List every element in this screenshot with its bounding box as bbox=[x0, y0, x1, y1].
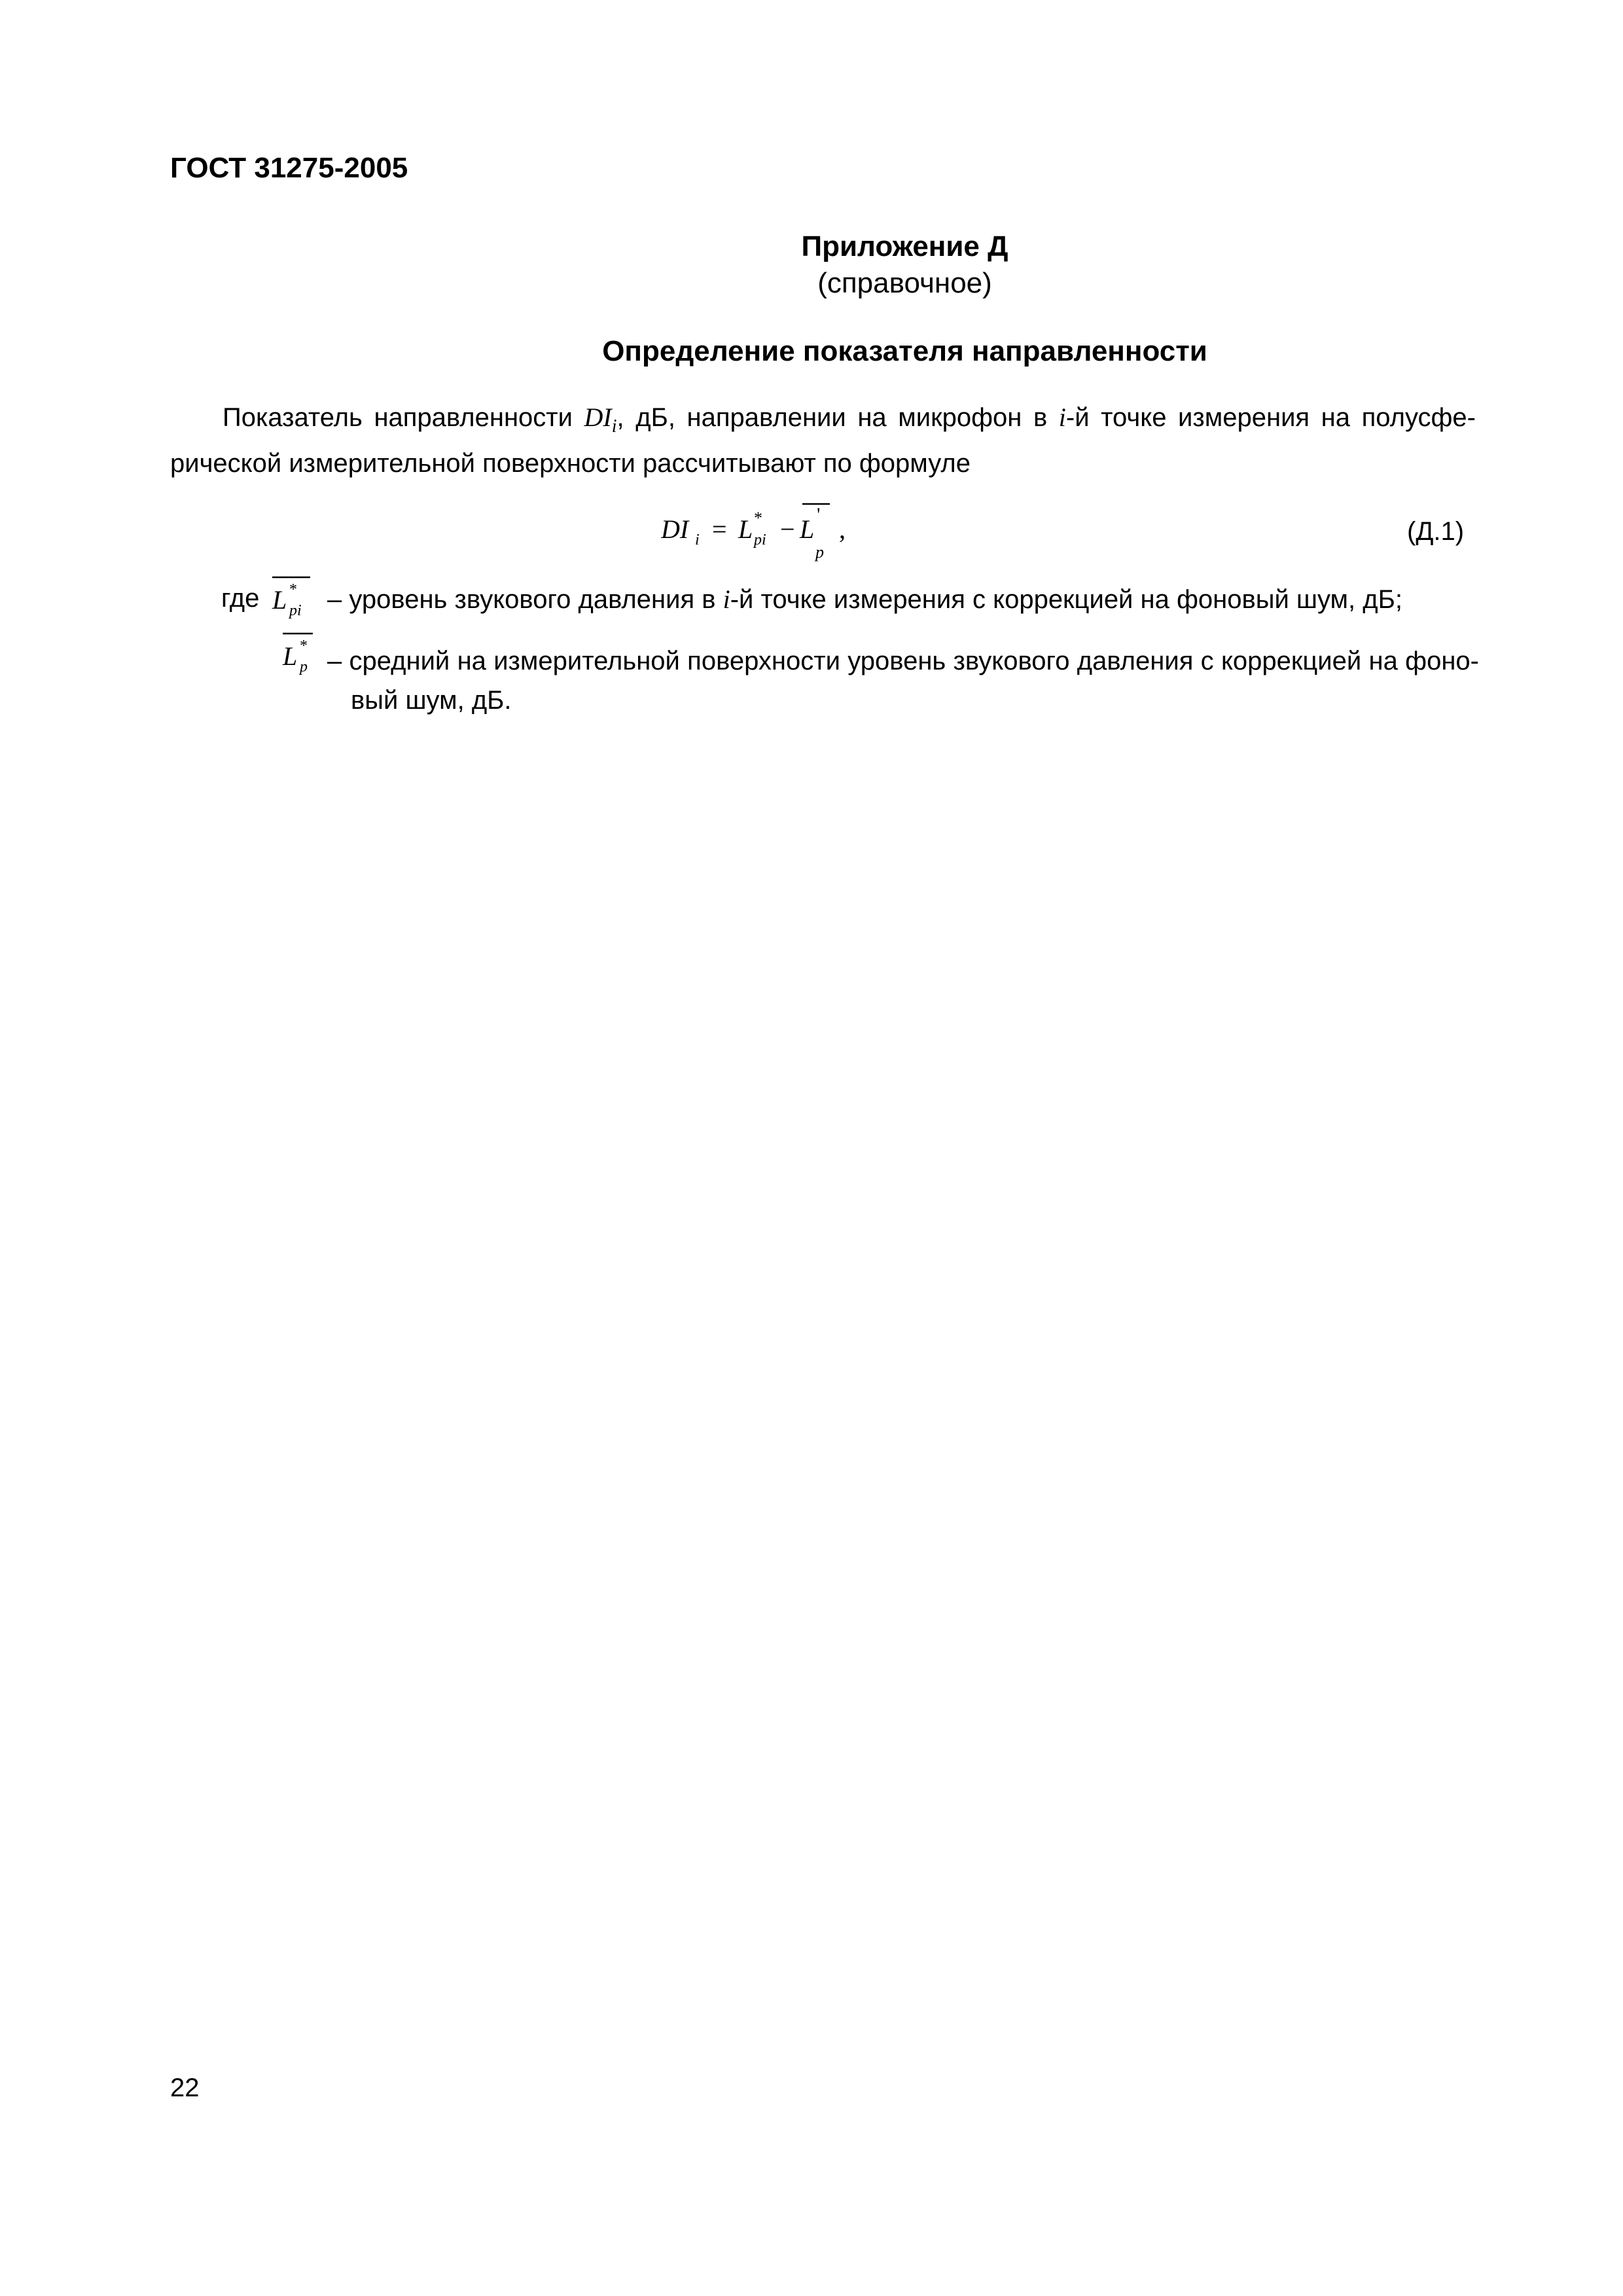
intro-paragraph-line-2: рической измерительной поверхности рассчитывают по формуле bbox=[170, 449, 971, 478]
intro-paragraph-line-1: Показатель направленности $DI_i$, дБ, направлении на микрофон в i-й точке измерения на полусфе- bbox=[223, 403, 1476, 437]
svg-text:pi: pi bbox=[289, 602, 302, 619]
intro-paragraph bbox=[170, 399, 1476, 482]
formula-term1: L bbox=[738, 514, 753, 544]
svg-text:*: * bbox=[289, 581, 297, 598]
formula-d1 bbox=[661, 497, 923, 569]
page-number: 22 bbox=[170, 2073, 200, 2102]
where-symbol-2 bbox=[280, 630, 326, 682]
where-symbol-1 bbox=[270, 573, 326, 626]
equation-number: (Д.1) bbox=[1407, 517, 1465, 546]
where-definition-2: – средний на измерительной поверхности уровень звукового давления с коррекцией на фоно- вый шум, дБ. bbox=[327, 647, 1479, 715]
annex-subtitle: (справочное) bbox=[817, 267, 992, 299]
formula-comma: , bbox=[839, 514, 846, 544]
formula-term1-sup: * bbox=[754, 509, 762, 528]
where-definition-1: – уровень звукового давления в i-й точке измерения с коррекцией на фоновый шум, дБ; bbox=[327, 584, 1402, 614]
svg-text:L: L bbox=[272, 585, 287, 615]
formula-equals: = bbox=[712, 514, 727, 544]
document-code: ГОСТ 31275-2005 bbox=[170, 152, 408, 184]
annex-title: Приложение Д bbox=[801, 230, 1008, 262]
formula-lhs: DI bbox=[661, 514, 689, 544]
where-label: где bbox=[221, 584, 260, 613]
formula-lhs-sub: i bbox=[695, 531, 700, 548]
formula-term2: L bbox=[800, 514, 815, 544]
formula-minus: − bbox=[780, 514, 795, 544]
svg-text:L: L bbox=[283, 641, 298, 671]
formula-term2-sup: ' bbox=[817, 504, 821, 526]
svg-text:p: p bbox=[300, 658, 308, 675]
formula-term2-sub: p bbox=[815, 543, 824, 562]
formula-term1-sub: pi bbox=[754, 531, 766, 548]
symbol-di: $DI_i$ bbox=[584, 403, 617, 437]
section-title: Определение показателя направленности bbox=[602, 335, 1207, 367]
svg-text:*: * bbox=[300, 637, 308, 655]
